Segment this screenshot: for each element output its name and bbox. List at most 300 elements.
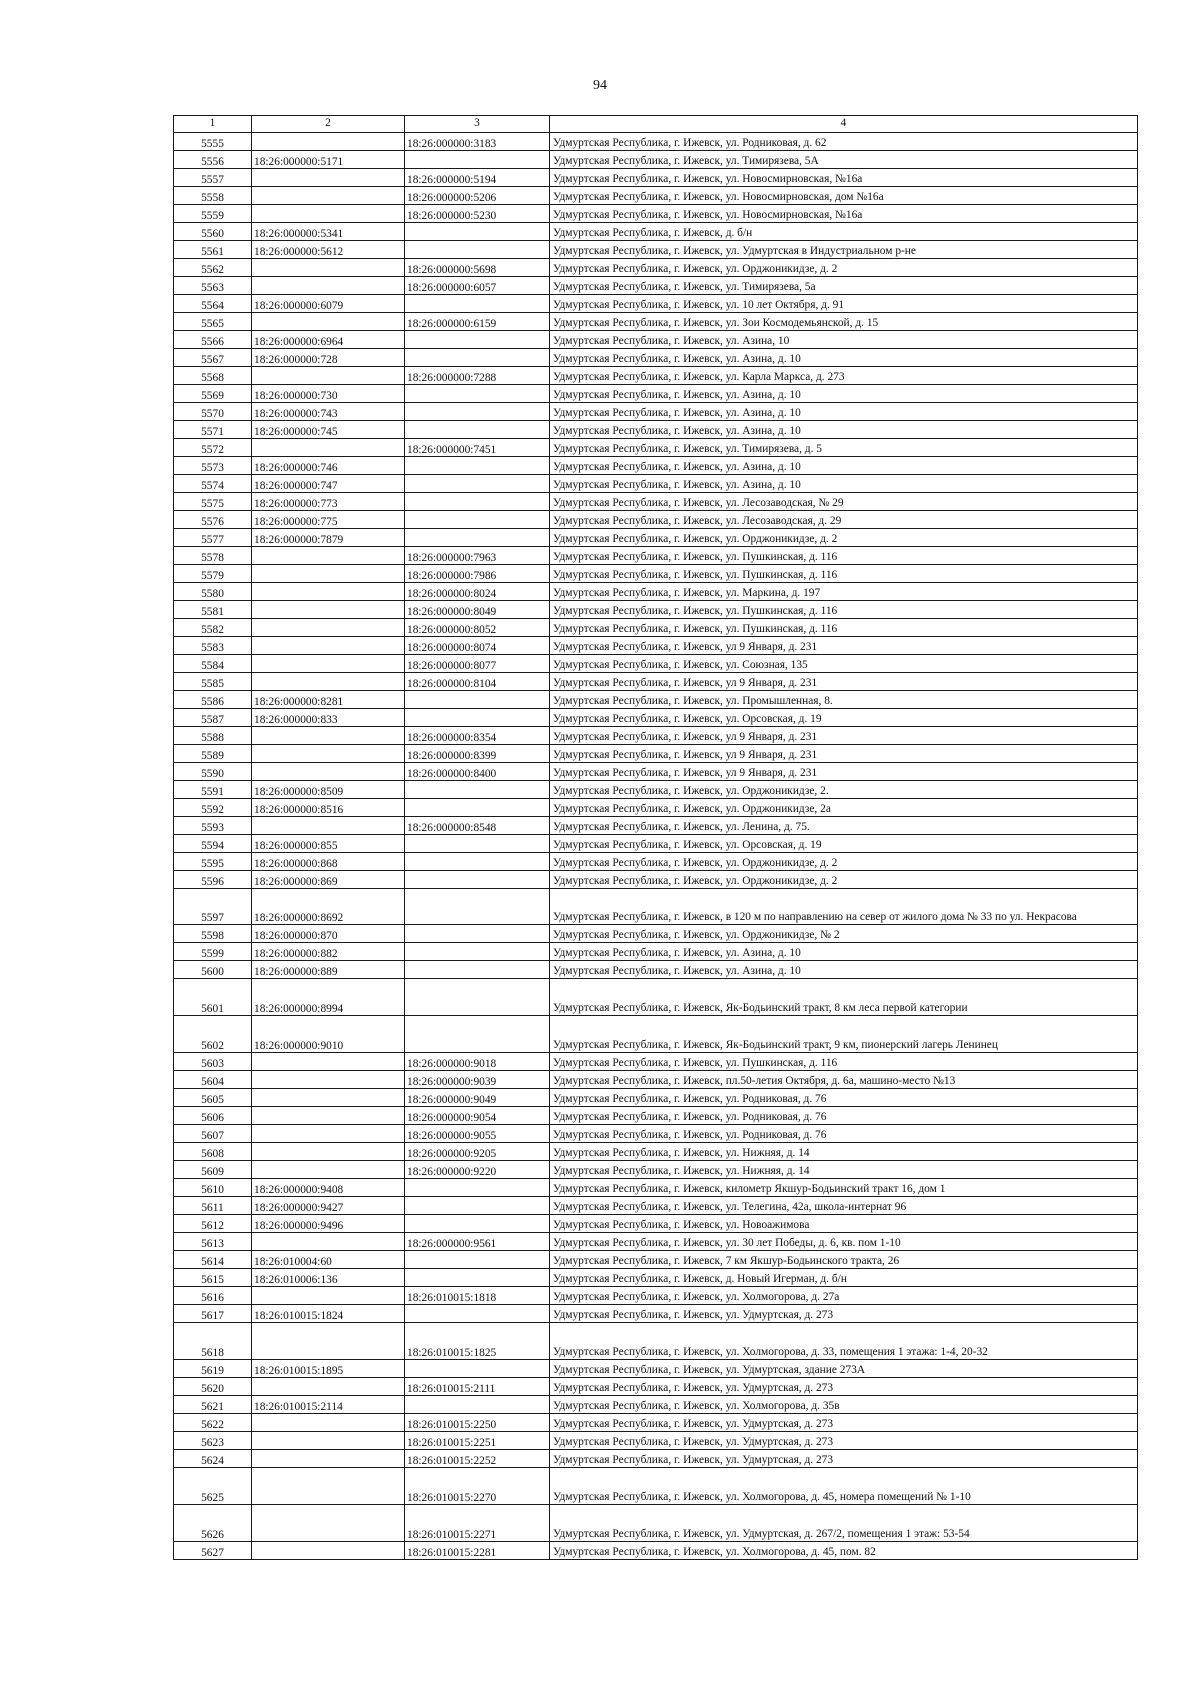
cadastral-number-a-cell: 18:26:000000:6964 <box>252 331 405 349</box>
row-number-cell: 5578 <box>174 547 252 565</box>
cadastral-number-b-cell: 18:26:000000:8074 <box>405 637 550 655</box>
cadastral-number-b-cell <box>405 457 550 475</box>
table-row <box>174 799 1138 817</box>
table-row <box>174 529 1138 547</box>
table-row <box>174 1161 1138 1179</box>
cadastral-number-a-cell <box>252 727 405 745</box>
row-number-cell: 5561 <box>174 241 252 259</box>
cadastral-number-b-cell <box>405 1396 550 1414</box>
row-number-cell: 5595 <box>174 853 252 871</box>
cadastral-number-a-cell <box>252 1468 405 1505</box>
address-cell: Удмуртская Республика, г. Ижевск, ул. Новосмирновская, №16а <box>550 169 1138 187</box>
cadastral-number-a-cell <box>252 277 405 295</box>
cadastral-number-b-cell <box>405 979 550 1016</box>
cadastral-number-b-cell: 18:26:010015:2271 <box>405 1505 550 1542</box>
cadastral-number-b-cell: 18:26:010015:1818 <box>405 1287 550 1305</box>
row-number-cell: 5562 <box>174 259 252 277</box>
row-number-cell: 5565 <box>174 313 252 331</box>
cadastral-number-b-cell: 18:26:000000:8399 <box>405 745 550 763</box>
address-cell: Удмуртская Республика, г. Ижевск, ул. Удмуртская, д. 273 <box>550 1432 1138 1450</box>
cadastral-number-a-cell <box>252 1071 405 1089</box>
table-row <box>174 1089 1138 1107</box>
cadastral-number-b-cell: 18:26:010015:2270 <box>405 1468 550 1505</box>
cadastral-number-a-cell: 18:26:000000:855 <box>252 835 405 853</box>
cadastral-number-a-cell <box>252 583 405 601</box>
cadastral-number-b-cell: 18:26:000000:9018 <box>405 1053 550 1071</box>
table-row <box>174 871 1138 889</box>
cadastral-number-a-cell <box>252 205 405 223</box>
cadastral-number-a-cell <box>252 1125 405 1143</box>
address-cell: Удмуртская Республика, г. Ижевск, ул. Ленина, д. 75. <box>550 817 1138 835</box>
table-row <box>174 583 1138 601</box>
cadastral-number-a-cell <box>252 745 405 763</box>
address-cell: Удмуртская Республика, г. Ижевск, ул. Азина, д. 10 <box>550 349 1138 367</box>
table-row <box>174 1179 1138 1197</box>
row-number-cell: 5593 <box>174 817 252 835</box>
row-number-cell: 5590 <box>174 763 252 781</box>
cadastral-number-b-cell: 18:26:000000:8052 <box>405 619 550 637</box>
row-number-cell: 5576 <box>174 511 252 529</box>
cadastral-number-b-cell <box>405 1305 550 1323</box>
table-row <box>174 1323 1138 1360</box>
row-number-cell: 5614 <box>174 1251 252 1269</box>
cadastral-number-a-cell: 18:26:000000:747 <box>252 475 405 493</box>
cadastral-number-b-cell <box>405 853 550 871</box>
cadastral-number-a-cell: 18:26:000000:8281 <box>252 691 405 709</box>
table-row <box>174 1197 1138 1215</box>
row-number-cell: 5557 <box>174 169 252 187</box>
cadastral-number-a-cell <box>252 601 405 619</box>
row-number-cell: 5611 <box>174 1197 252 1215</box>
page-number: 94 <box>593 78 607 93</box>
table-row <box>174 169 1138 187</box>
header-row <box>174 116 1138 133</box>
cadastral-number-a-cell: 18:26:010004:60 <box>252 1251 405 1269</box>
address-cell: Удмуртская Республика, г. Ижевск, ул. Азина, д. 10 <box>550 943 1138 961</box>
address-cell: Удмуртская Республика, г. Ижевск, ул. Азина, д. 10 <box>550 385 1138 403</box>
address-cell: Удмуртская Республика, г. Ижевск, ул 9 Января, д. 231 <box>550 673 1138 691</box>
table-row <box>174 421 1138 439</box>
cadastral-number-b-cell: 18:26:000000:9039 <box>405 1071 550 1089</box>
row-number-cell: 5559 <box>174 205 252 223</box>
cadastral-number-b-cell: 18:26:000000:6159 <box>405 313 550 331</box>
address-cell: Удмуртская Республика, г. Ижевск, километр Якшур-Бодьинский тракт 16, дом 1 <box>550 1179 1138 1197</box>
table-row <box>174 475 1138 493</box>
cadastral-number-b-cell: 18:26:010015:2281 <box>405 1542 550 1560</box>
address-cell: Удмуртская Республика, г. Ижевск, ул. Холмогорова, д. 35в <box>550 1396 1138 1414</box>
row-number-cell: 5591 <box>174 781 252 799</box>
cadastral-number-a-cell: 18:26:000000:7879 <box>252 529 405 547</box>
cadastral-number-b-cell <box>405 889 550 925</box>
address-cell: Удмуртская Республика, г. Ижевск, ул. Орджоникидзе, 2а <box>550 799 1138 817</box>
table-row <box>174 727 1138 745</box>
cadastral-number-b-cell: 18:26:000000:8049 <box>405 601 550 619</box>
row-number-cell: 5556 <box>174 151 252 169</box>
row-number-cell: 5587 <box>174 709 252 727</box>
cadastral-number-b-cell: 18:26:010015:2111 <box>405 1378 550 1396</box>
table-row <box>174 817 1138 835</box>
table-row <box>174 1125 1138 1143</box>
address-cell: Удмуртская Республика, г. Ижевск, 7 км Якшур-Бодьинского тракта, 26 <box>550 1251 1138 1269</box>
row-number-cell: 5585 <box>174 673 252 691</box>
cadastral-number-a-cell: 18:26:000000:833 <box>252 709 405 727</box>
cadastral-number-b-cell <box>405 241 550 259</box>
cadastral-number-a-cell: 18:26:000000:8516 <box>252 799 405 817</box>
table-row <box>174 1269 1138 1287</box>
table-row <box>174 1251 1138 1269</box>
row-number-cell: 5617 <box>174 1305 252 1323</box>
row-number-cell: 5583 <box>174 637 252 655</box>
address-cell: Удмуртская Республика, г. Ижевск, ул. Орджоникидзе, д. 2 <box>550 529 1138 547</box>
address-cell: Удмуртская Республика, г. Ижевск, ул. Орджоникидзе, д. 2 <box>550 853 1138 871</box>
address-cell: Удмуртская Республика, г. Ижевск, ул. Тимирязева, д. 5 <box>550 439 1138 457</box>
cadastral-number-b-cell: 18:26:000000:8400 <box>405 763 550 781</box>
cadastral-number-b-cell: 18:26:000000:9205 <box>405 1143 550 1161</box>
table-row <box>174 367 1138 385</box>
table-row <box>174 691 1138 709</box>
header-col-4: 4 <box>550 116 1138 133</box>
row-number-cell: 5573 <box>174 457 252 475</box>
cadastral-number-a-cell: 18:26:000000:730 <box>252 385 405 403</box>
cadastral-number-a-cell <box>252 547 405 565</box>
table-row <box>174 1215 1138 1233</box>
row-number-cell: 5589 <box>174 745 252 763</box>
table-row <box>174 835 1138 853</box>
table-row <box>174 241 1138 259</box>
table-row <box>174 1450 1138 1468</box>
cadastral-number-b-cell: 18:26:010015:2251 <box>405 1432 550 1450</box>
table-body <box>174 133 1138 1560</box>
row-number-cell: 5566 <box>174 331 252 349</box>
address-cell: Удмуртская Республика, г. Ижевск, ул. Союзная, 135 <box>550 655 1138 673</box>
table-row <box>174 547 1138 565</box>
cadastral-number-b-cell: 18:26:000000:8077 <box>405 655 550 673</box>
cadastral-number-a-cell: 18:26:000000:773 <box>252 493 405 511</box>
cadastral-number-b-cell: 18:26:000000:9049 <box>405 1089 550 1107</box>
cadastral-number-b-cell: 18:26:000000:9054 <box>405 1107 550 1125</box>
cadastral-number-a-cell: 18:26:000000:868 <box>252 853 405 871</box>
cadastral-number-a-cell <box>252 1143 405 1161</box>
row-number-cell: 5567 <box>174 349 252 367</box>
address-cell: Удмуртская Республика, г. Ижевск, ул. Орджоникидзе, 2. <box>550 781 1138 799</box>
address-cell: Удмуртская Республика, г. Ижевск, ул. Азина, д. 10 <box>550 961 1138 979</box>
table-row <box>174 205 1138 223</box>
address-cell: Удмуртская Республика, г. Ижевск, ул. Удмуртская, д. 267/2, помещения 1 этаж: 53-54 <box>550 1505 1138 1542</box>
cadastral-number-b-cell: 18:26:000000:9055 <box>405 1125 550 1143</box>
cadastral-number-a-cell: 18:26:000000:745 <box>252 421 405 439</box>
cadastral-number-b-cell: 18:26:000000:9220 <box>405 1161 550 1179</box>
address-cell: Удмуртская Республика, г. Ижевск, ул. Промышленная, 8. <box>550 691 1138 709</box>
cadastral-number-b-cell: 18:26:000000:5698 <box>405 259 550 277</box>
row-number-cell: 5601 <box>174 979 252 1016</box>
address-cell: Удмуртская Республика, г. Ижевск, ул. Холмогорова, д. 45, номера помещений № 1-10 <box>550 1468 1138 1505</box>
cadastral-number-b-cell: 18:26:000000:6057 <box>405 277 550 295</box>
cadastral-number-a-cell <box>252 1323 405 1360</box>
table-row <box>174 1287 1138 1305</box>
row-number-cell: 5621 <box>174 1396 252 1414</box>
cadastral-number-b-cell: 18:26:000000:8024 <box>405 583 550 601</box>
cadastral-number-a-cell: 18:26:000000:9408 <box>252 1179 405 1197</box>
cadastral-number-a-cell: 18:26:010006:136 <box>252 1269 405 1287</box>
table-row <box>174 313 1138 331</box>
address-cell: Удмуртская Республика, г. Ижевск, ул. Пушкинская, д. 116 <box>550 601 1138 619</box>
cadastral-number-a-cell <box>252 1089 405 1107</box>
table-row <box>174 331 1138 349</box>
cadastral-number-a-cell <box>252 763 405 781</box>
table-row <box>174 781 1138 799</box>
table-row <box>174 763 1138 781</box>
cadastral-number-b-cell <box>405 799 550 817</box>
cadastral-number-b-cell: 18:26:010015:2250 <box>405 1414 550 1432</box>
cadastral-number-b-cell: 18:26:000000:8548 <box>405 817 550 835</box>
table-row <box>174 1468 1138 1505</box>
address-cell: Удмуртская Республика, г. Ижевск, ул. Орджоникидзе, № 2 <box>550 925 1138 943</box>
address-cell: Удмуртская Республика, г. Ижевск, ул. Орджоникидзе, д. 2 <box>550 871 1138 889</box>
row-number-cell: 5600 <box>174 961 252 979</box>
address-cell: Удмуртская Республика, г. Ижевск, ул. Удмуртская, д. 273 <box>550 1414 1138 1432</box>
cadastral-number-b-cell <box>405 1360 550 1378</box>
cadastral-number-a-cell: 18:26:000000:8692 <box>252 889 405 925</box>
row-number-cell: 5618 <box>174 1323 252 1360</box>
row-number-cell: 5555 <box>174 133 252 151</box>
cadastral-number-a-cell: 18:26:000000:882 <box>252 943 405 961</box>
row-number-cell: 5571 <box>174 421 252 439</box>
cadastral-number-b-cell <box>405 421 550 439</box>
cadastral-number-b-cell: 18:26:000000:7963 <box>405 547 550 565</box>
table-row <box>174 1432 1138 1450</box>
table-row <box>174 925 1138 943</box>
cadastral-number-b-cell <box>405 1179 550 1197</box>
table-row <box>174 439 1138 457</box>
cadastral-number-a-cell <box>252 367 405 385</box>
table-row <box>174 1505 1138 1542</box>
cadastral-number-b-cell: 18:26:010015:2252 <box>405 1450 550 1468</box>
header-col-2: 2 <box>252 116 405 133</box>
cadastral-number-a-cell: 18:26:000000:6079 <box>252 295 405 313</box>
cadastral-number-a-cell: 18:26:010015:1824 <box>252 1305 405 1323</box>
cadastral-number-b-cell: 18:26:000000:5230 <box>405 205 550 223</box>
address-cell: Удмуртская Республика, г. Ижевск, ул. Зои Космодемьянской, д. 15 <box>550 313 1138 331</box>
row-number-cell: 5569 <box>174 385 252 403</box>
address-cell: Удмуртская Республика, г. Ижевск, ул. Тимирязева, 5а <box>550 277 1138 295</box>
table-row <box>174 457 1138 475</box>
address-cell: Удмуртская Республика, г. Ижевск, ул. Холмогорова, д. 27а <box>550 1287 1138 1305</box>
row-number-cell: 5615 <box>174 1269 252 1287</box>
table-row <box>174 619 1138 637</box>
address-cell: Удмуртская Республика, г. Ижевск, ул. Новоажимова <box>550 1215 1138 1233</box>
cadastral-number-b-cell <box>405 151 550 169</box>
table-row <box>174 943 1138 961</box>
address-cell: Удмуртская Республика, г. Ижевск, ул. Пушкинская, д. 116 <box>550 565 1138 583</box>
cadastral-number-a-cell: 18:26:000000:5341 <box>252 223 405 241</box>
table-row <box>174 1053 1138 1071</box>
table-row <box>174 223 1138 241</box>
address-cell: Удмуртская Республика, г. Ижевск, ул. Новосмирновская, №16а <box>550 205 1138 223</box>
cadastral-number-b-cell <box>405 385 550 403</box>
address-cell: Удмуртская Республика, г. Ижевск, ул 9 Января, д. 231 <box>550 637 1138 655</box>
cadastral-number-b-cell: 18:26:000000:8104 <box>405 673 550 691</box>
table-row <box>174 1107 1138 1125</box>
cadastral-number-a-cell <box>252 1414 405 1432</box>
table-row <box>174 853 1138 871</box>
row-number-cell: 5616 <box>174 1287 252 1305</box>
address-cell: Удмуртская Республика, г. Ижевск, ул. Удмуртская, д. 273 <box>550 1450 1138 1468</box>
address-cell: Удмуртская Республика, г. Ижевск, д. б/н <box>550 223 1138 241</box>
cadastral-number-b-cell <box>405 709 550 727</box>
cadastral-number-a-cell: 18:26:000000:728 <box>252 349 405 367</box>
row-number-cell: 5577 <box>174 529 252 547</box>
row-number-cell: 5563 <box>174 277 252 295</box>
row-number-cell: 5598 <box>174 925 252 943</box>
table-row <box>174 187 1138 205</box>
cadastral-number-a-cell: 18:26:000000:870 <box>252 925 405 943</box>
table-row <box>174 1305 1138 1323</box>
address-cell: Удмуртская Республика, г. Ижевск, ул. Родниковая, д. 76 <box>550 1089 1138 1107</box>
table-row <box>174 403 1138 421</box>
cadastral-number-b-cell <box>405 1269 550 1287</box>
address-cell: Удмуртская Республика, г. Ижевск, ул. Нижняя, д. 14 <box>550 1143 1138 1161</box>
table-row <box>174 565 1138 583</box>
address-cell: Удмуртская Республика, г. Ижевск, Як-Бодьинский тракт, 8 км леса первой категории <box>550 979 1138 1016</box>
cadastral-number-a-cell <box>252 259 405 277</box>
cadastral-number-b-cell: 18:26:000000:9561 <box>405 1233 550 1251</box>
address-cell: Удмуртская Республика, г. Ижевск, ул. Родниковая, д. 62 <box>550 133 1138 151</box>
cadastral-number-b-cell: 18:26:010015:1825 <box>405 1323 550 1360</box>
row-number-cell: 5597 <box>174 889 252 925</box>
cadastral-number-a-cell <box>252 1161 405 1179</box>
table-row <box>174 133 1138 151</box>
address-cell: Удмуртская Республика, г. Ижевск, в 120 м по направлению на север от жилого дома № 33 по ул. Некрасова <box>550 889 1138 925</box>
address-cell: Удмуртская Республика, г. Ижевск, д. Новый Игерман, д. б/н <box>550 1269 1138 1287</box>
cadastral-number-a-cell <box>252 817 405 835</box>
row-number-cell: 5625 <box>174 1468 252 1505</box>
address-cell: Удмуртская Республика, г. Ижевск, ул. Азина, д. 10 <box>550 403 1138 421</box>
cadastral-number-a-cell: 18:26:000000:775 <box>252 511 405 529</box>
cadastral-number-b-cell <box>405 943 550 961</box>
cadastral-number-a-cell: 18:26:000000:746 <box>252 457 405 475</box>
row-number-cell: 5564 <box>174 295 252 313</box>
cadastral-number-b-cell <box>405 691 550 709</box>
row-number-cell: 5599 <box>174 943 252 961</box>
cadastral-number-b-cell <box>405 1197 550 1215</box>
address-cell: Удмуртская Республика, г. Ижевск, ул. Азина, д. 10 <box>550 475 1138 493</box>
cadastral-number-b-cell <box>405 529 550 547</box>
row-number-cell: 5560 <box>174 223 252 241</box>
address-cell: Удмуртская Республика, г. Ижевск, ул 9 Января, д. 231 <box>550 727 1138 745</box>
cadastral-number-b-cell <box>405 493 550 511</box>
cadastral-number-a-cell <box>252 619 405 637</box>
address-cell: Удмуртская Республика, г. Ижевск, ул. Орджоникидзе, д. 2 <box>550 259 1138 277</box>
table-row <box>174 979 1138 1016</box>
row-number-cell: 5570 <box>174 403 252 421</box>
row-number-cell: 5603 <box>174 1053 252 1071</box>
table-row <box>174 1071 1138 1089</box>
address-cell: Удмуртская Республика, г. Ижевск, ул. 10 лет Октября, д. 91 <box>550 295 1138 313</box>
row-number-cell: 5568 <box>174 367 252 385</box>
row-number-cell: 5596 <box>174 871 252 889</box>
table-row <box>174 385 1138 403</box>
cadastral-number-a-cell <box>252 1107 405 1125</box>
row-number-cell: 5602 <box>174 1016 252 1053</box>
table-row <box>174 1360 1138 1378</box>
address-cell: Удмуртская Республика, г. Ижевск, ул. Телегина, 42а, школа-интернат 96 <box>550 1197 1138 1215</box>
cadastral-number-a-cell <box>252 133 405 151</box>
cadastral-number-a-cell <box>252 655 405 673</box>
cadastral-number-a-cell: 18:26:000000:5612 <box>252 241 405 259</box>
cadastral-number-b-cell: 18:26:000000:7986 <box>405 565 550 583</box>
row-number-cell: 5586 <box>174 691 252 709</box>
row-number-cell: 5627 <box>174 1542 252 1560</box>
cadastral-number-a-cell <box>252 1542 405 1560</box>
table-row <box>174 745 1138 763</box>
address-cell: Удмуртская Республика, г. Ижевск, ул 9 Января, д. 231 <box>550 745 1138 763</box>
address-cell: Удмуртская Республика, г. Ижевск, ул. Холмогорова, д. 33, помещения 1 этажа: 1-4, 20-32 <box>550 1323 1138 1360</box>
table-row <box>174 277 1138 295</box>
row-number-cell: 5610 <box>174 1179 252 1197</box>
address-cell: Удмуртская Республика, г. Ижевск, ул. Удмуртская, д. 273 <box>550 1378 1138 1396</box>
address-cell: Удмуртская Республика, г. Ижевск, Як-Бодьинский тракт, 9 км, пионерский лагерь Ленинец <box>550 1016 1138 1053</box>
cadastral-number-b-cell: 18:26:000000:7451 <box>405 439 550 457</box>
cadastral-number-a-cell <box>252 1053 405 1071</box>
cadastral-number-b-cell <box>405 1251 550 1269</box>
row-number-cell: 5605 <box>174 1089 252 1107</box>
row-number-cell: 5607 <box>174 1125 252 1143</box>
row-number-cell: 5579 <box>174 565 252 583</box>
address-cell: Удмуртская Республика, г. Ижевск, ул. Нижняя, д. 14 <box>550 1161 1138 1179</box>
row-number-cell: 5606 <box>174 1107 252 1125</box>
cadastral-number-b-cell: 18:26:000000:3183 <box>405 133 550 151</box>
row-number-cell: 5604 <box>174 1071 252 1089</box>
address-cell: Удмуртская Республика, г. Ижевск, ул. Пушкинская, д. 116 <box>550 619 1138 637</box>
cadastral-number-b-cell: 18:26:000000:5194 <box>405 169 550 187</box>
cadastral-number-a-cell <box>252 1287 405 1305</box>
address-cell: Удмуртская Республика, г. Ижевск, ул. Азина, д. 10 <box>550 421 1138 439</box>
address-cell: Удмуртская Республика, г. Ижевск, ул. Удмуртская, д. 273 <box>550 1305 1138 1323</box>
row-number-cell: 5594 <box>174 835 252 853</box>
row-number-cell: 5626 <box>174 1505 252 1542</box>
cadastral-number-a-cell <box>252 1450 405 1468</box>
table-row <box>174 655 1138 673</box>
address-cell: Удмуртская Республика, г. Ижевск, ул. Удмуртская, здание 273А <box>550 1360 1138 1378</box>
row-number-cell: 5580 <box>174 583 252 601</box>
cadastral-number-b-cell <box>405 781 550 799</box>
row-number-cell: 5613 <box>174 1233 252 1251</box>
cadastral-number-b-cell <box>405 475 550 493</box>
cadastral-number-b-cell <box>405 511 550 529</box>
cadastral-number-a-cell <box>252 169 405 187</box>
cadastral-number-a-cell <box>252 637 405 655</box>
address-cell: Удмуртская Республика, г. Ижевск, ул. Пушкинская, д. 116 <box>550 547 1138 565</box>
row-number-cell: 5592 <box>174 799 252 817</box>
cadastral-number-b-cell: 18:26:000000:5206 <box>405 187 550 205</box>
cadastral-number-b-cell <box>405 1016 550 1053</box>
table-row <box>174 1396 1138 1414</box>
table-row <box>174 637 1138 655</box>
row-number-cell: 5572 <box>174 439 252 457</box>
address-cell: Удмуртская Республика, г. Ижевск, ул. Лесозаводская, д. 29 <box>550 511 1138 529</box>
cadastral-number-b-cell <box>405 835 550 853</box>
address-cell: Удмуртская Республика, г. Ижевск, ул. Новосмирновская, дом №16а <box>550 187 1138 205</box>
row-number-cell: 5608 <box>174 1143 252 1161</box>
address-cell: Удмуртская Республика, г. Ижевск, ул. Азина, 10 <box>550 331 1138 349</box>
table-row <box>174 709 1138 727</box>
cadastral-number-b-cell <box>405 403 550 421</box>
cadastral-number-a-cell: 18:26:010015:2114 <box>252 1396 405 1414</box>
address-cell: Удмуртская Республика, г. Ижевск, ул. Маркина, д. 197 <box>550 583 1138 601</box>
row-number-cell: 5581 <box>174 601 252 619</box>
table-row <box>174 889 1138 925</box>
header-col-1: 1 <box>174 116 252 133</box>
